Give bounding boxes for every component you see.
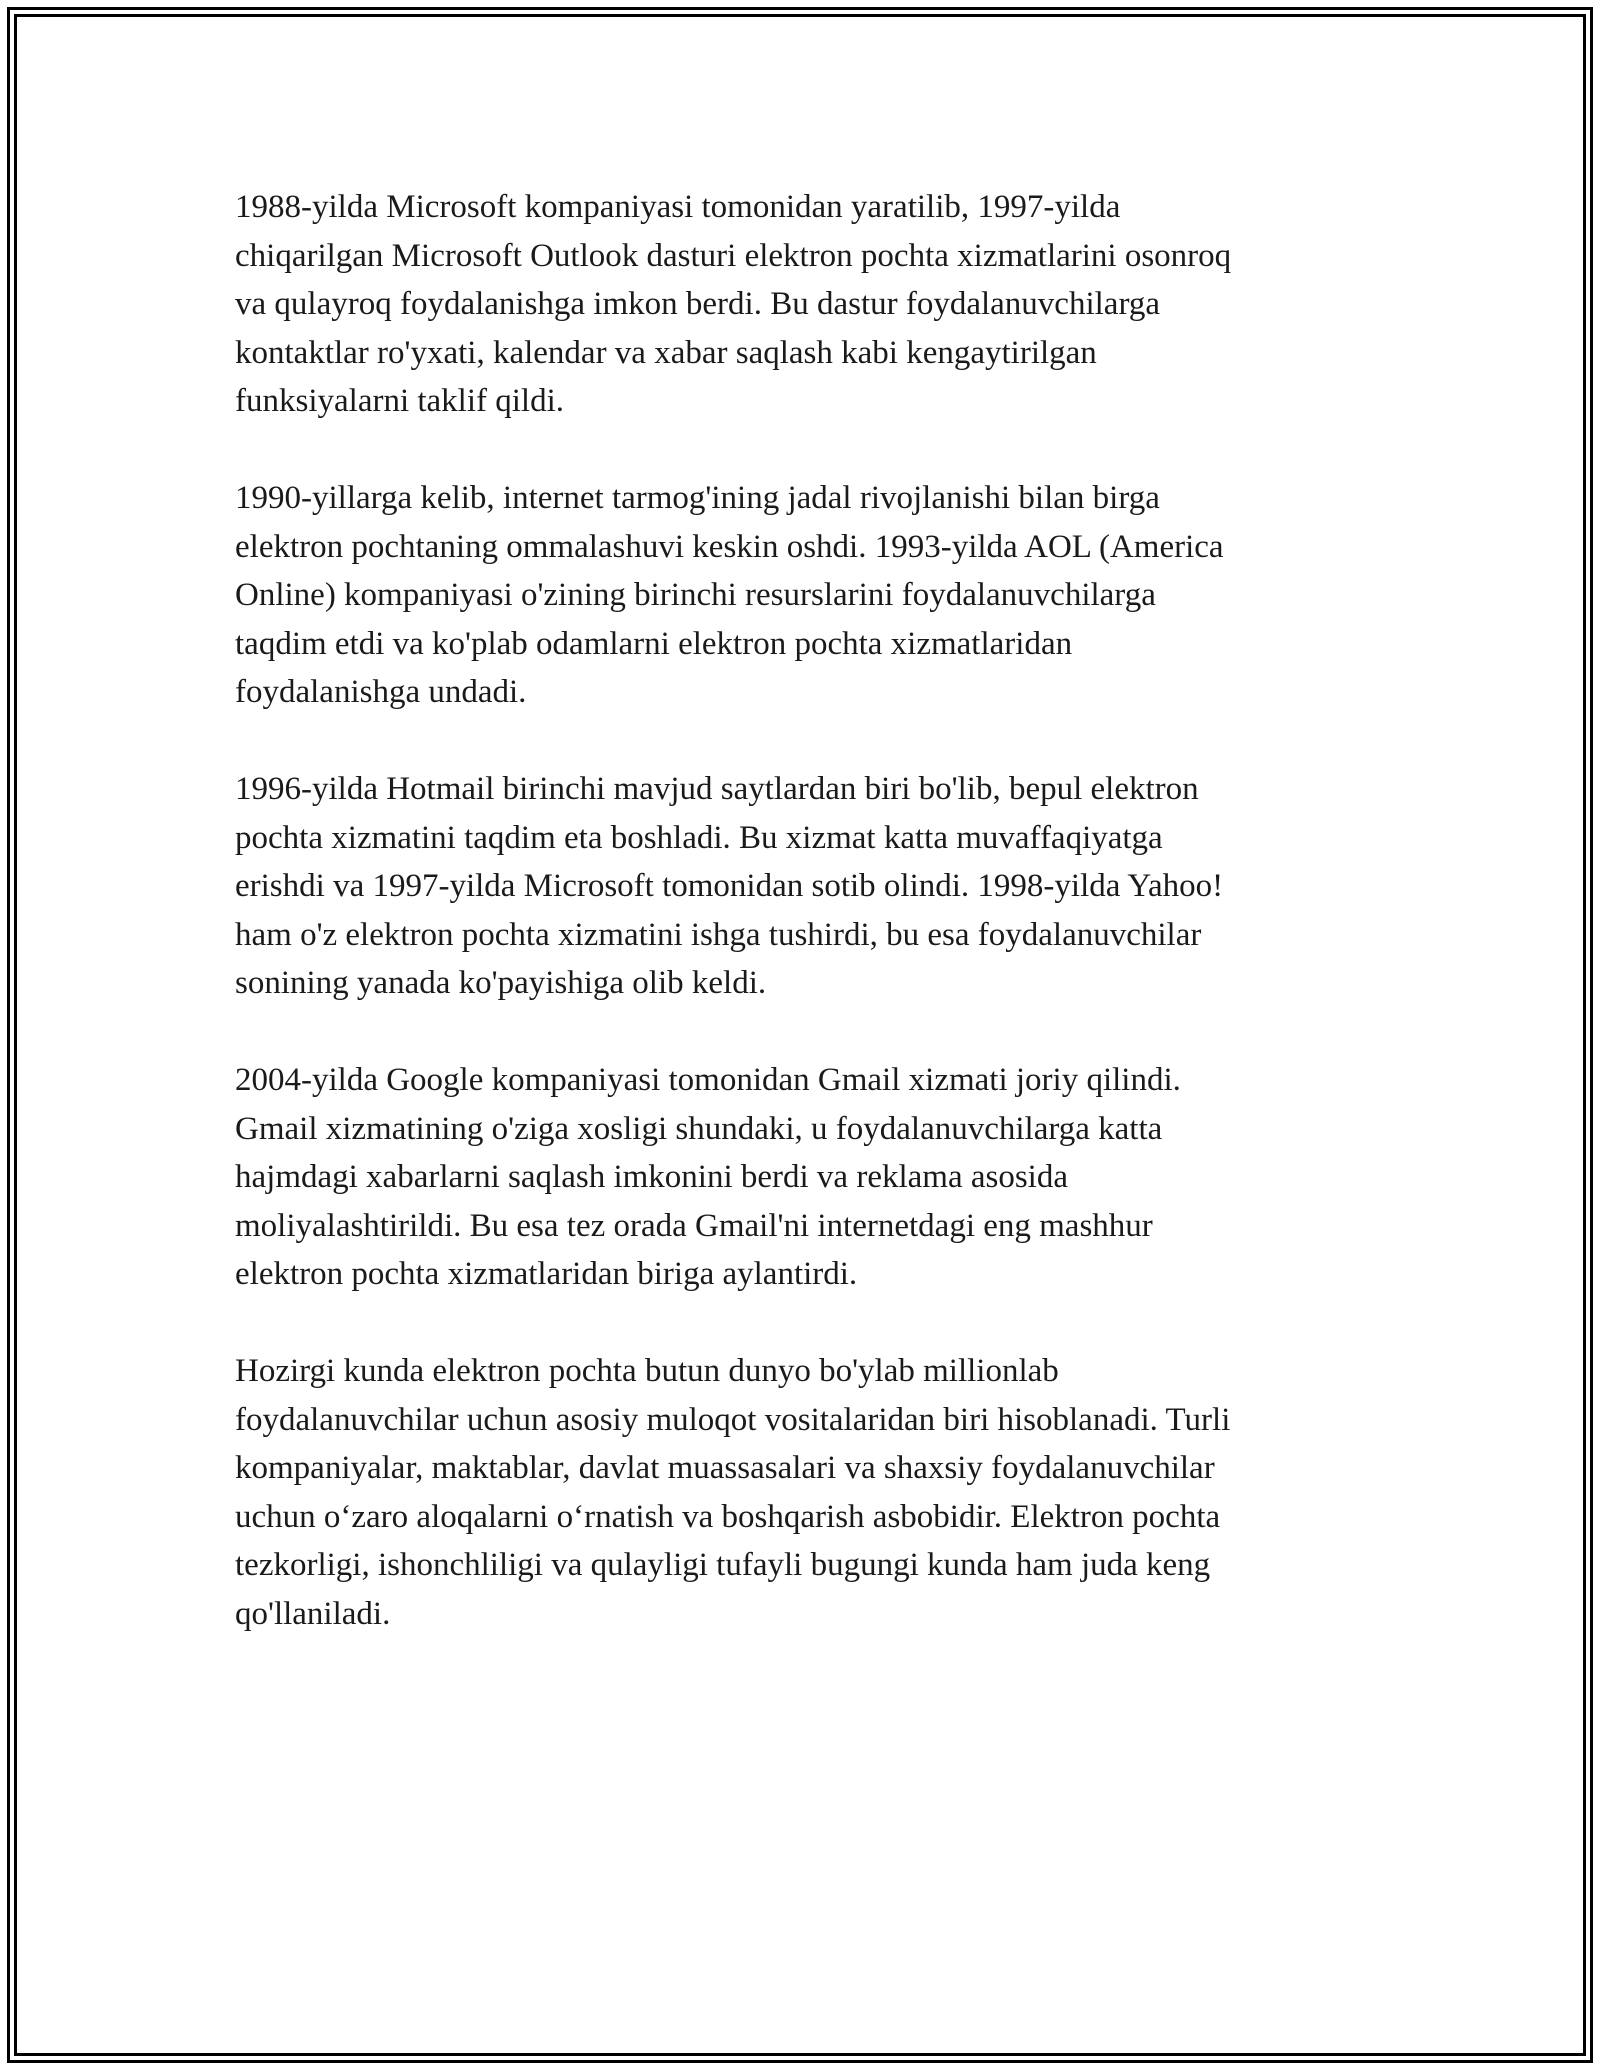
paragraph-email-today: Hozirgi kunda elektron pochta butun dunyo bo'ylab millionlab foydalanuvchilar uchun asosiy muloqot vositalaridan biri hisoblanadi. Turli kompaniyalar, maktablar, davlat muassasalari va shaxsiy foydalanuvchilar uchun o‘zaro aloqalarni o‘rnatish va boshqarish asbobidir. Elektron pochta tezkorligi, ishonchliligi va qulayligi tufayli bugungi kunda ham juda keng qo'llaniladi. (235, 1353, 1231, 1632)
paragraph-outlook-history: 1988-yilda Microsoft kompaniyasi tomonidan yaratilib, 1997-yilda chiqarilgan Microsoft Outlook dasturi elektron pochta xizmatlarini osonroq va qulayroq foydalanishga imkon berdi. Bu dastur foydalanuvchilarga kontaktlar ro'yxati, kalendar va xabar saqlash kabi kengaytirilgan funksiyalarni taklif qildi. (235, 189, 1232, 419)
paragraph-hotmail-yahoo-history: 1996-yilda Hotmail birinchi mavjud saytlardan biri bo'lib, bepul elektron pochta xizmatini taqdim eta boshladi. Bu xizmat katta muvaffaqiyatga erishdi va 1997-yilda Microsoft tomonidan sotib olindi. 1998-yilda Yahoo! ham o'z elektron pochta xizmatini ishga tushirdi, bu esa foydalanuvchilar sonining yanada ko'payishiga olib keldi. (235, 771, 1224, 1001)
document-body (235, 183, 1375, 1687)
paragraph-aol-history: 1990-yillarga kelib, internet tarmog'ining jadal rivojlanishi bilan birga elektron pochtaning ommalashuvi keskin oshdi. 1993-yilda AOL (America Online) kompaniyasi o'zining birinchi resurslarini foydalanuvchilarga taqdim etdi va ko'plab odamlarni elektron pochta xizmatlaridan foydalanishga undadi. (235, 480, 1224, 710)
paragraph-gmail-history: 2004-yilda Google kompaniyasi tomonidan Gmail xizmati joriy qilindi. Gmail xizmatining o'ziga xosligi shundaki, u foydalanuvchilarga katta hajmdagi xabarlarni saqlash imkonini berdi va reklama asosida moliyalashtirildi. Bu esa tez orada Gmail'ni internetdagi eng mashhur elektron pochta xizmatlaridan biriga aylantirdi. (235, 1062, 1181, 1292)
